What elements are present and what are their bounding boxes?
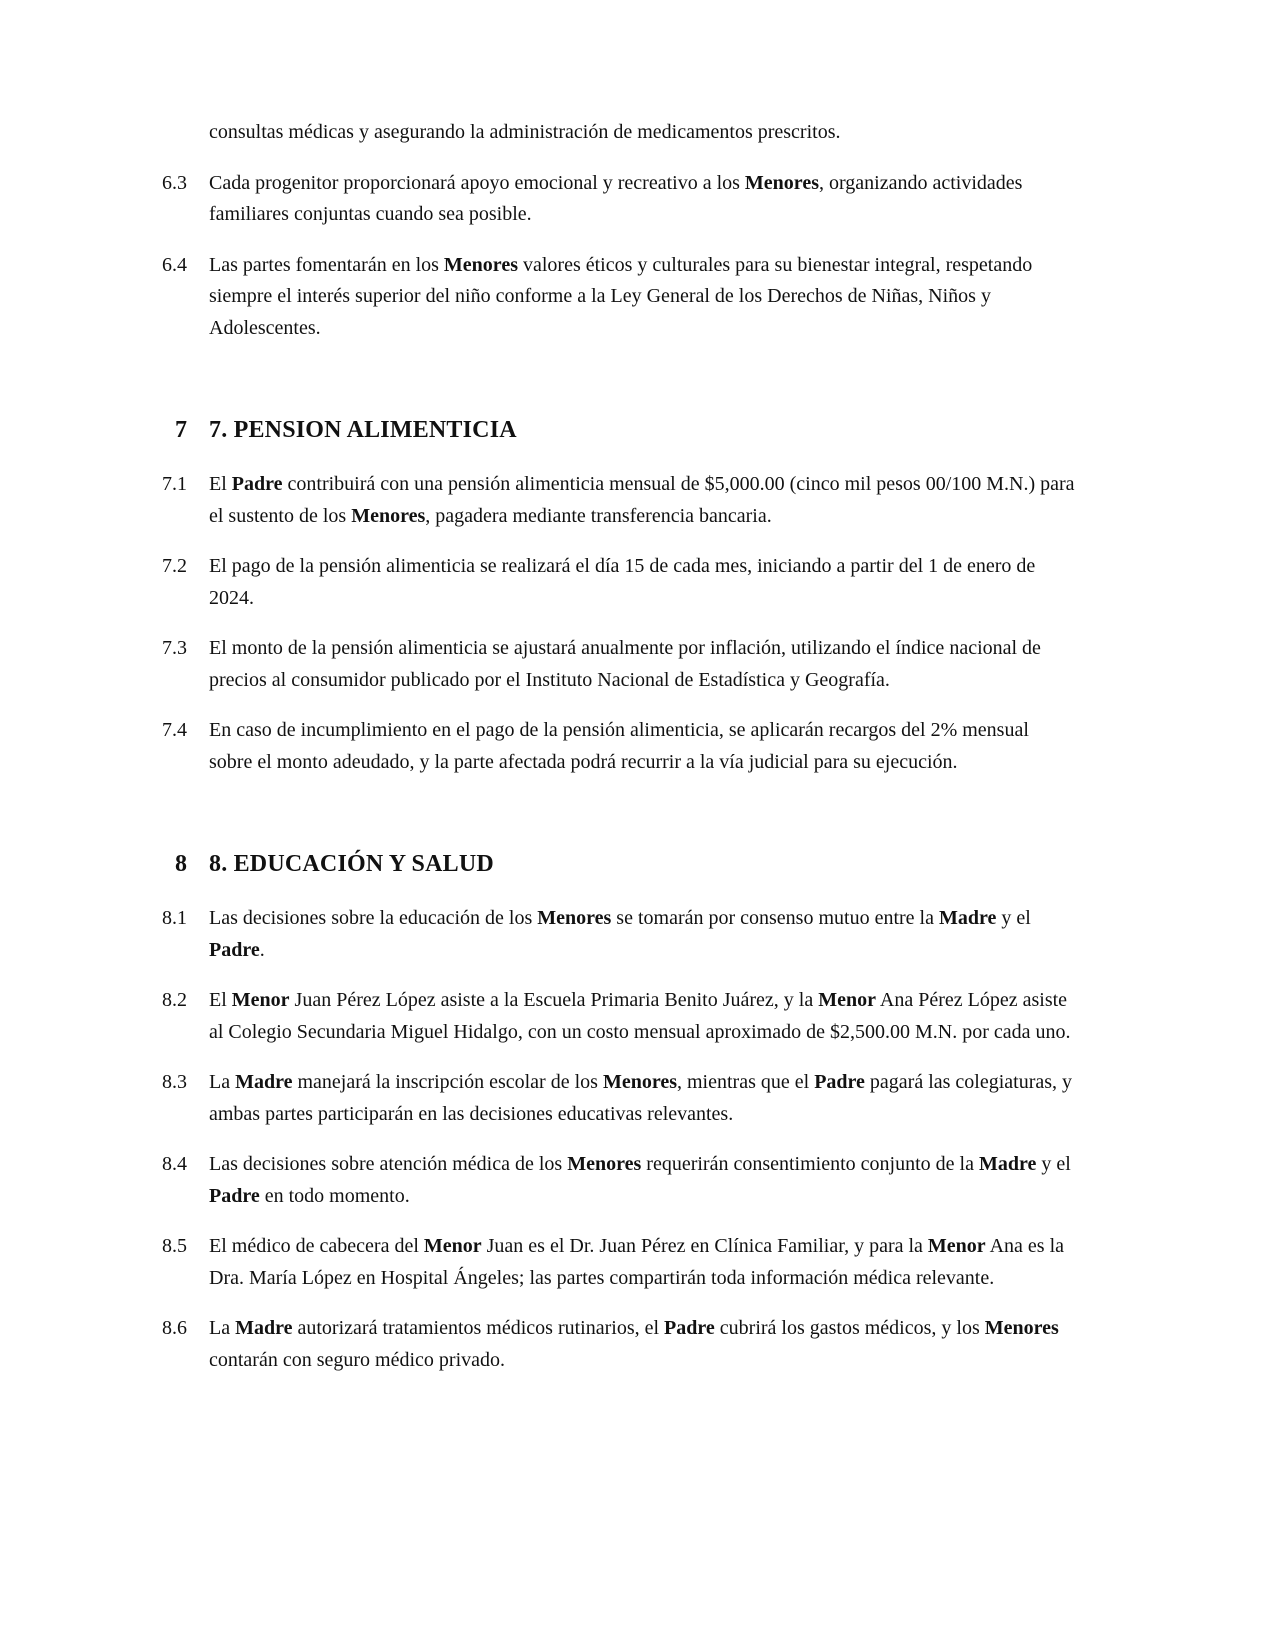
clause-text: El Padre contribuirá con una pensión alimenticia mensual de $5,000.00 (cinco mil pesos 00/100 M.N.) para el sustento de los Menores, pagadera mediante transferencia bancaria. <box>209 473 1075 527</box>
clause-item <box>155 633 1077 696</box>
section-number: 8 <box>175 851 187 877</box>
clause-item <box>155 715 1077 778</box>
clause-item <box>155 1067 1077 1130</box>
clause-item <box>155 551 1077 614</box>
clause-text: El Menor Juan Pérez López asiste a la Escuela Primaria Benito Juárez, y la Menor Ana Pérez López asiste al Colegio Secundaria Miguel Hidalgo, con un costo mensual aproximado de $2,500.00 M.N. por cada uno. <box>209 989 1071 1043</box>
block-text-column <box>209 551 1077 614</box>
block-text-column <box>209 633 1077 696</box>
clause-text: Las decisiones sobre atención médica de los Menores requerirán consentimiento conjunto de la Madre y el Padre en todo momento. <box>209 1153 1071 1207</box>
clause-text: La Madre autorizará tratamientos médicos rutinarios, el Padre cubrirá los gastos médicos, y los Menores contarán con seguro médico privado. <box>209 1317 1059 1371</box>
clause-number: 8.2 <box>162 989 187 1011</box>
clause-number: 8.4 <box>162 1153 187 1175</box>
block-text-column <box>209 168 1077 231</box>
section-heading <box>155 846 1077 883</box>
section-title: 7. PENSION ALIMENTICIA <box>209 417 517 443</box>
clause-text: El médico de cabecera del Menor Juan es el Dr. Juan Pérez en Clínica Familiar, y para la Menor Ana es la Dra. María López en Hospital Ángeles; las partes compartirán toda información médica relevante. <box>209 1235 1064 1289</box>
clause-text: Cada progenitor proporcionará apoyo emocional y recreativo a los Menores, organizando actividades familiares conjuntas cuando sea posible. <box>209 171 1023 225</box>
clause-item <box>155 1149 1077 1212</box>
block-text-column <box>209 1313 1077 1376</box>
clause-number: 8.1 <box>162 907 187 929</box>
clause-number: 8.5 <box>162 1235 187 1257</box>
clause-item <box>155 250 1077 345</box>
section-title: 8. EDUCACIÓN Y SALUD <box>209 851 494 877</box>
clause-item <box>155 985 1077 1048</box>
block-text-column <box>209 715 1077 778</box>
clause-text: Las partes fomentarán en los Menores valores éticos y culturales para su bienestar integral, respetando siempre el interés superior del niño conforme a la Ley General de los Derechos de Niñas, Niños y Adolescentes. <box>209 253 1033 339</box>
block-text-column <box>209 117 1077 149</box>
clause-text: El monto de la pensión alimenticia se ajustará anualmente por inflación, utilizando el índice nacional de precios al consumidor publicado por el Instituto Nacional de Estadística y Geografía. <box>209 637 1041 691</box>
block-text-column <box>209 903 1077 966</box>
block-text-column <box>209 1231 1077 1294</box>
clause-item <box>155 168 1077 231</box>
clause-text: En caso de incumplimiento en el pago de la pensión alimenticia, se aplicarán recargos del 2% mensual sobre el monto adeudado, y la parte afectada podrá recurrir a la vía judicial para su ejecución. <box>209 719 1029 773</box>
clause-item <box>155 903 1077 966</box>
paragraph-continuation <box>155 117 1077 149</box>
clause-text: El pago de la pensión alimenticia se realizará el día 15 de cada mes, iniciando a partir del 1 de enero de 2024. <box>209 555 1036 609</box>
clause-text: Las decisiones sobre la educación de los Menores se tomarán por consenso mutuo entre la Madre y el Padre. <box>209 907 1031 961</box>
clause-number: 7.3 <box>162 637 187 659</box>
clause-item <box>155 1231 1077 1294</box>
block-text-column <box>209 469 1077 532</box>
clause-number: 6.4 <box>162 253 187 276</box>
clause-text: La Madre manejará la inscripción escolar de los Menores, mientras que el Padre pagará las colegiaturas, y ambas partes participarán en las decisiones educativas relevantes. <box>209 1071 1073 1125</box>
block-text-column <box>209 1149 1077 1212</box>
clause-number: 7.2 <box>162 555 187 577</box>
document-blocks <box>155 117 1077 1376</box>
clause-item <box>155 1313 1077 1376</box>
section-number: 7 <box>175 417 187 443</box>
block-text-column <box>209 412 1077 449</box>
clause-number: 8.6 <box>162 1317 187 1339</box>
clause-number: 8.3 <box>162 1071 187 1093</box>
clause-number: 7.1 <box>162 473 187 495</box>
block-text-column <box>209 985 1077 1048</box>
block-text-column <box>209 250 1077 345</box>
section-heading <box>155 412 1077 449</box>
clause-item <box>155 469 1077 532</box>
clause-number: 7.4 <box>162 719 187 741</box>
clause-number: 6.3 <box>162 171 187 194</box>
clause-text: consultas médicas y asegurando la administración de medicamentos prescritos. <box>209 121 841 143</box>
block-text-column <box>209 846 1077 883</box>
block-text-column <box>209 1067 1077 1130</box>
